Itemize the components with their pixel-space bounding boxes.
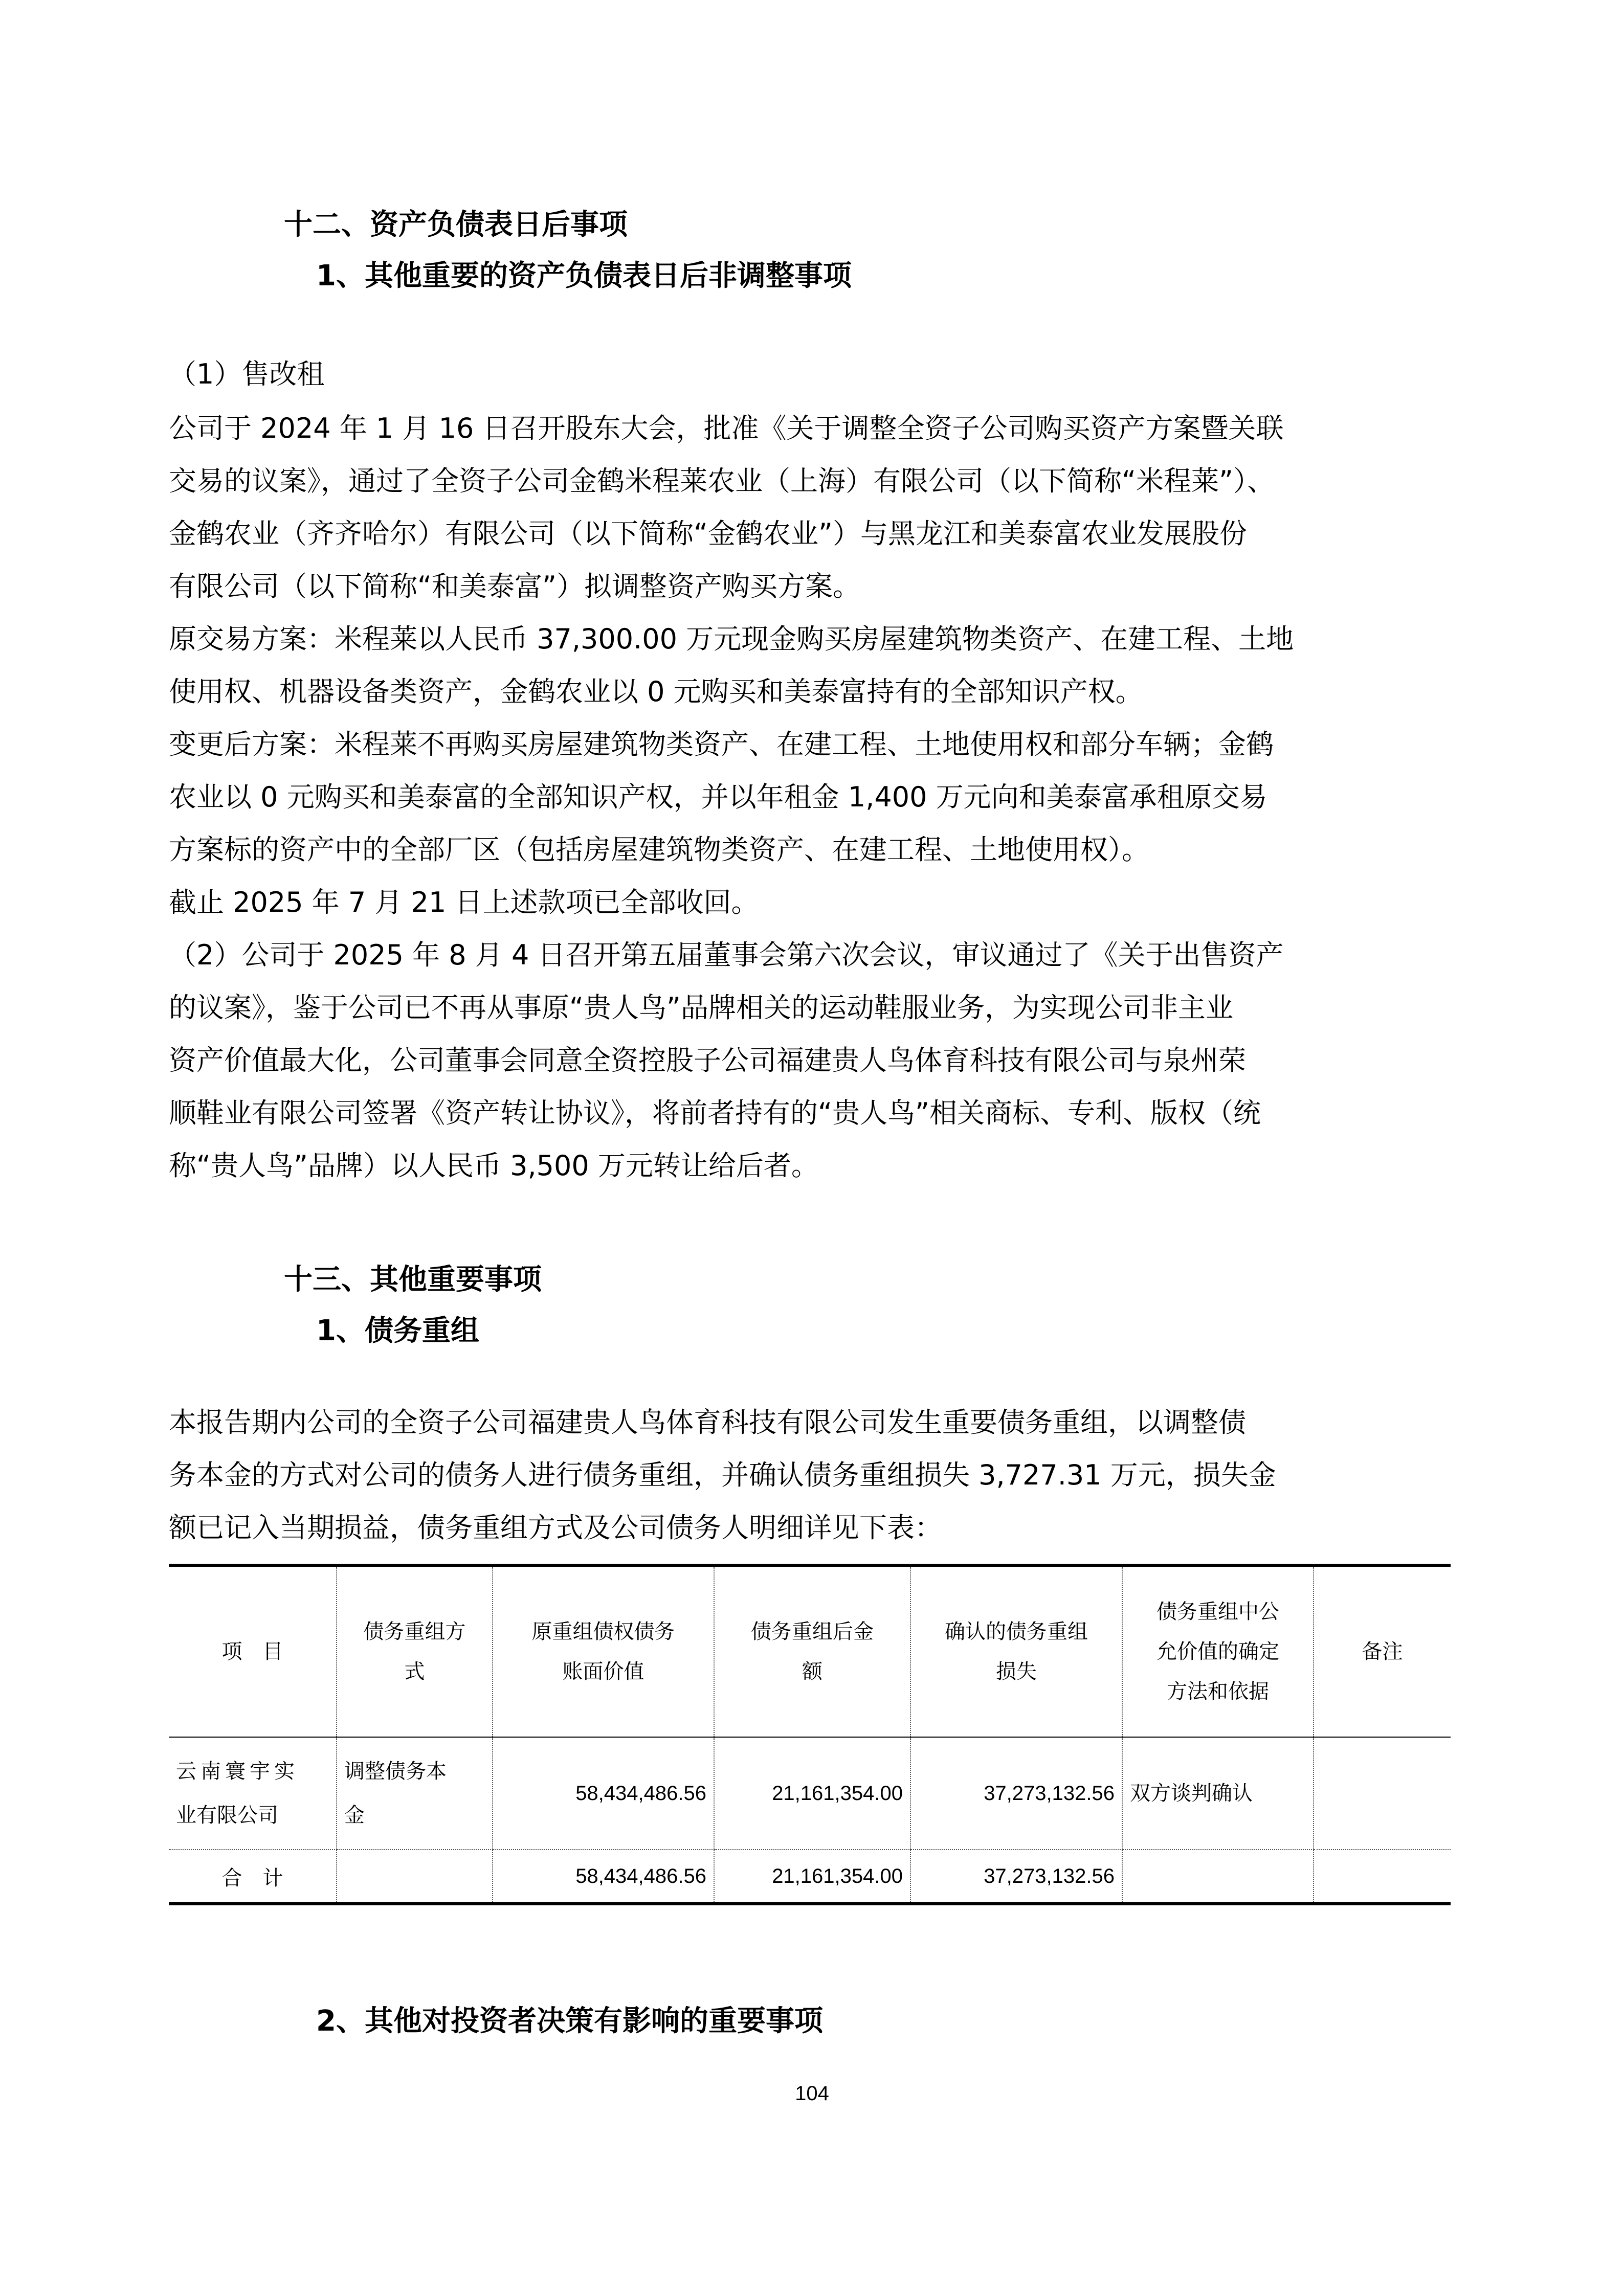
cell-loss: 37,273,132.56: [910, 1737, 1122, 1850]
section-13-subtitle-2: 2、其他对投资者决策有影响的重要事项: [316, 2005, 823, 2038]
item-1-label: [169, 348, 1448, 400]
cell-total-label: 合 计: [169, 1850, 337, 1904]
table-total-row: [169, 1850, 1451, 1904]
cell-method: 调整债务本 金: [337, 1737, 493, 1850]
paragraph-sale-to-lease: [169, 402, 1448, 1192]
text-line: （2）公司于 2025 年 8 月 4 日召开第五届董事会第六次会议，审议通过了《关于出售资产: [169, 939, 1284, 971]
text-line: 顺鞋业有限公司签署《资产转让协议》，将前者持有的“贵人鸟”相关商标、专利、版权（统: [169, 1097, 1261, 1129]
section-13-subtitle-1: 1、债务重组: [316, 1314, 479, 1347]
section-12-title: 十二、资产负债表日后事项: [284, 208, 628, 241]
item-1-label-text: （1）售改租: [169, 358, 325, 390]
text-line: 本报告期内公司的全资子公司福建贵人鸟体育科技有限公司发生重要债务重组，以调整债: [169, 1406, 1246, 1438]
header-after-amount: 债务重组后金 额: [714, 1565, 910, 1737]
cell-empty: [1314, 1850, 1451, 1904]
header-item: 项 目: [169, 1565, 337, 1737]
table-row: [169, 1737, 1451, 1850]
page-number: 104: [795, 2082, 829, 2105]
header-loss: 确认的债务重组 损失: [910, 1565, 1122, 1737]
text-line: 方案标的资产中的全部厂区（包括房屋建筑物类资产、在建工程、土地使用权）。: [169, 834, 1149, 866]
cell-total-after-amount: 21,161,354.00: [714, 1850, 910, 1904]
text-line: 截止 2025 年 7 月 21 日上述款项已全部收回。: [169, 886, 759, 918]
cell-total-book-value: 58,434,486.56: [493, 1850, 714, 1904]
text-line: 金鹤农业（齐齐哈尔）有限公司（以下简称“金鹤农业”）与黑龙江和美泰富农业发展股份: [169, 517, 1247, 550]
cell-empty: [337, 1850, 493, 1904]
header-remark: 备注: [1314, 1565, 1451, 1737]
cell-fair-value-basis: 双方谈判确认: [1122, 1737, 1314, 1850]
cell-remark: [1314, 1737, 1451, 1850]
header-book-value: 原重组债权债务 账面价值: [493, 1565, 714, 1737]
cell-empty: [1122, 1850, 1314, 1904]
section-12-subtitle-1: 1、其他重要的资产负债表日后非调整事项: [316, 259, 852, 292]
text-line: 有限公司（以下简称“和美泰富”）拟调整资产购买方案。: [169, 570, 860, 602]
header-fair-value-basis: 债务重组中公 允价值的确定 方法和依据: [1122, 1565, 1314, 1737]
text-line: 农业以 0 元购买和美泰富的全部知识产权，并以年租金 1,400 万元向和美泰富承租原交易: [169, 781, 1267, 813]
cell-item: 云南寰宇实 业有限公司: [169, 1737, 337, 1850]
text-line: 资产价值最大化，公司董事会同意全资控股子公司福建贵人鸟体育科技有限公司与泉州荣: [169, 1044, 1246, 1076]
text-line: 原交易方案：米程莱以人民币 37,300.00 万元现金购买房屋建筑物类资产、在建工程、土地: [169, 623, 1294, 655]
text-line: 的议案》，鉴于公司已不再从事原“贵人鸟”品牌相关的运动鞋服业务，为实现公司非主业: [169, 992, 1233, 1024]
text-line: 变更后方案：米程莱不再购买房屋建筑物类资产、在建工程、土地使用权和部分车辆；金鹤: [169, 728, 1274, 760]
debt-restructuring-table: [169, 1564, 1451, 1905]
cell-after-amount: 21,161,354.00: [714, 1737, 910, 1850]
cell-total-loss: 37,273,132.56: [910, 1850, 1122, 1904]
header-method: 债务重组方 式: [337, 1565, 493, 1737]
text-line: 务本金的方式对公司的债务人进行债务重组，并确认债务重组损失 3,727.31 万元，损失金: [169, 1459, 1276, 1491]
text-line: 称“贵人鸟”品牌）以人民币 3,500 万元转让给后者。: [169, 1150, 819, 1182]
text-line: 交易的议案》，通过了全资子公司金鹤米程莱农业（上海）有限公司（以下简称“米程莱”）、: [169, 465, 1275, 497]
text-line: 使用权、机器设备类资产，金鹤农业以 0 元购买和美泰富持有的全部知识产权。: [169, 676, 1143, 708]
text-line: 公司于 2024 年 1 月 16 日召开股东大会，批准《关于调整全资子公司购买资产方案暨关联: [169, 412, 1284, 444]
cell-book-value: 58,434,486.56: [493, 1737, 714, 1850]
paragraph-debt-restructuring: [169, 1396, 1448, 1554]
section-13-title: 十三、其他重要事项: [284, 1263, 542, 1296]
table-header-row: [169, 1565, 1451, 1737]
text-line: 额已记入当期损益，债务重组方式及公司债务人明细详见下表：: [169, 1512, 942, 1544]
